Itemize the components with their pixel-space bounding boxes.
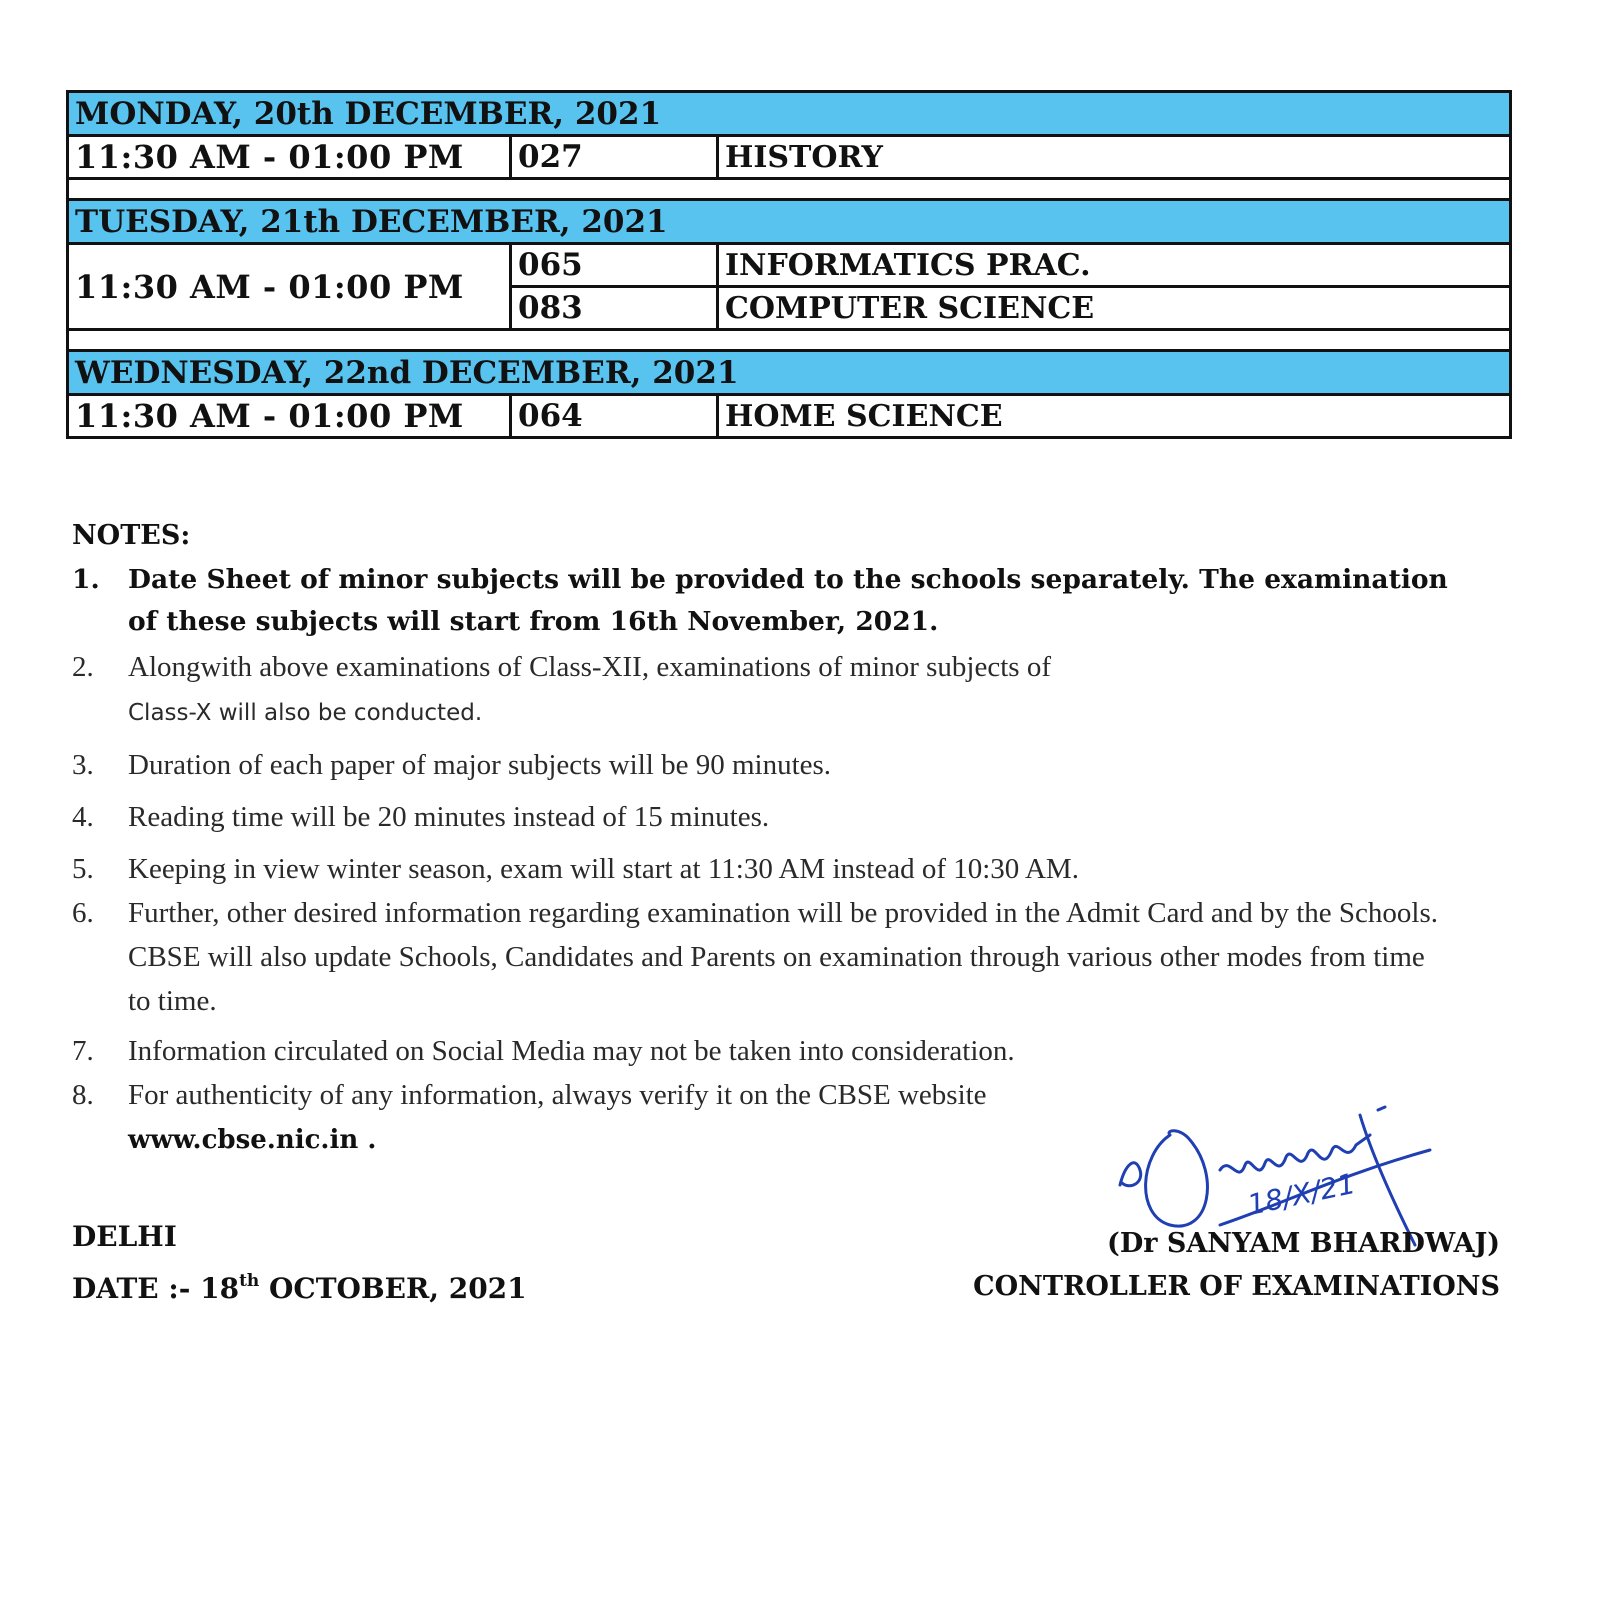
exam-row <box>68 395 1511 438</box>
note-number: 2. <box>72 651 94 683</box>
subject-code: 027 <box>511 136 718 179</box>
note-number: 7. <box>72 1035 94 1067</box>
spacer-cell <box>68 330 1511 351</box>
day-header: WEDNESDAY, 22nd DECEMBER, 2021 <box>68 351 1511 395</box>
footer-place-date <box>72 1220 527 1323</box>
note-item <box>72 795 1452 839</box>
signatory-designation: CONTROLLER OF EXAMINATIONS <box>973 1271 1500 1302</box>
place-label: DELHI <box>72 1220 177 1253</box>
note-text: Keeping in view winter season, exam will start at 11:30 AM instead of 10:30 AM. <box>128 853 1079 885</box>
note-number: 6. <box>72 897 94 929</box>
note-text: For authenticity of any information, always verify it on the CBSE website <box>128 1079 987 1111</box>
signatory-block <box>973 1228 1500 1314</box>
note-number: 1. <box>72 564 100 595</box>
signatory-name: (Dr SANYAM BHARDWAJ) <box>1107 1228 1500 1259</box>
spacer-row <box>68 330 1511 351</box>
subject-code: 065 <box>511 244 718 287</box>
note-text-continuation: Class-X will also be conducted. <box>128 700 483 726</box>
subject-name: INFORMATICS PRAC. <box>718 244 1511 287</box>
note-item <box>72 847 1452 891</box>
issue-date <box>72 1271 527 1305</box>
day-header-row <box>68 200 1511 244</box>
exam-time: 11:30 AM - 01:00 PM <box>68 244 511 330</box>
note-text: Duration of each paper of major subjects will be 90 minutes. <box>128 749 832 781</box>
subject-name: COMPUTER SCIENCE <box>718 287 1511 330</box>
day-header-row <box>68 92 1511 136</box>
note-item <box>72 645 1452 735</box>
subject-name: HOME SCIENCE <box>718 395 1511 438</box>
day-header: TUESDAY, 21th DECEMBER, 2021 <box>68 200 1511 244</box>
day-header-row <box>68 351 1511 395</box>
note-number: 5. <box>72 853 94 885</box>
exam-row <box>68 244 1511 287</box>
note-number: 8. <box>72 1079 94 1111</box>
exam-row <box>68 136 1511 179</box>
notes-heading: NOTES: <box>72 520 191 551</box>
subject-name: HISTORY <box>718 136 1511 179</box>
note-text: Information circulated on Social Media may not be taken into consideration. <box>128 1035 1015 1067</box>
note-text: Alongwith above examinations of Class-XII, examinations of minor subjects of <box>128 651 1051 683</box>
spacer-cell <box>68 179 1511 200</box>
note-item <box>72 891 1452 1023</box>
exam-time: 11:30 AM - 01:00 PM <box>68 395 511 438</box>
spacer-row <box>68 179 1511 200</box>
note-text: Reading time will be 20 minutes instead of 15 minutes. <box>128 801 770 833</box>
exam-schedule-table <box>66 90 1512 439</box>
subject-code: 083 <box>511 287 718 330</box>
note-text: Further, other desired information regarding examination will be provided in the Admit Card and by the Schools. CBSE will also update Schools, Candidates and Parents on examination through various other modes from time to time. <box>128 897 1438 1017</box>
signature-date: 18/X/21 <box>1244 1166 1359 1222</box>
date-suffix: OCTOBER, 2021 <box>259 1272 527 1305</box>
notes-section <box>72 520 1452 1170</box>
day-header: MONDAY, 20th DECEMBER, 2021 <box>68 92 1511 136</box>
date-prefix: DATE :- 18 <box>72 1272 240 1305</box>
subject-code: 064 <box>511 395 718 438</box>
note-item <box>72 1029 1452 1073</box>
note-item <box>72 743 1452 787</box>
note-text: Date Sheet of minor subjects will be provided to the schools separately. The examination of these subjects will start from 16th November, 2021. <box>128 564 1448 637</box>
date-ordinal: th <box>239 1271 260 1291</box>
cbse-website-link[interactable]: www.cbse.nic.in . <box>128 1125 377 1155</box>
note-number: 4. <box>72 801 94 833</box>
note-number: 3. <box>72 749 94 781</box>
note-item <box>72 559 1452 643</box>
exam-time: 11:30 AM - 01:00 PM <box>68 136 511 179</box>
